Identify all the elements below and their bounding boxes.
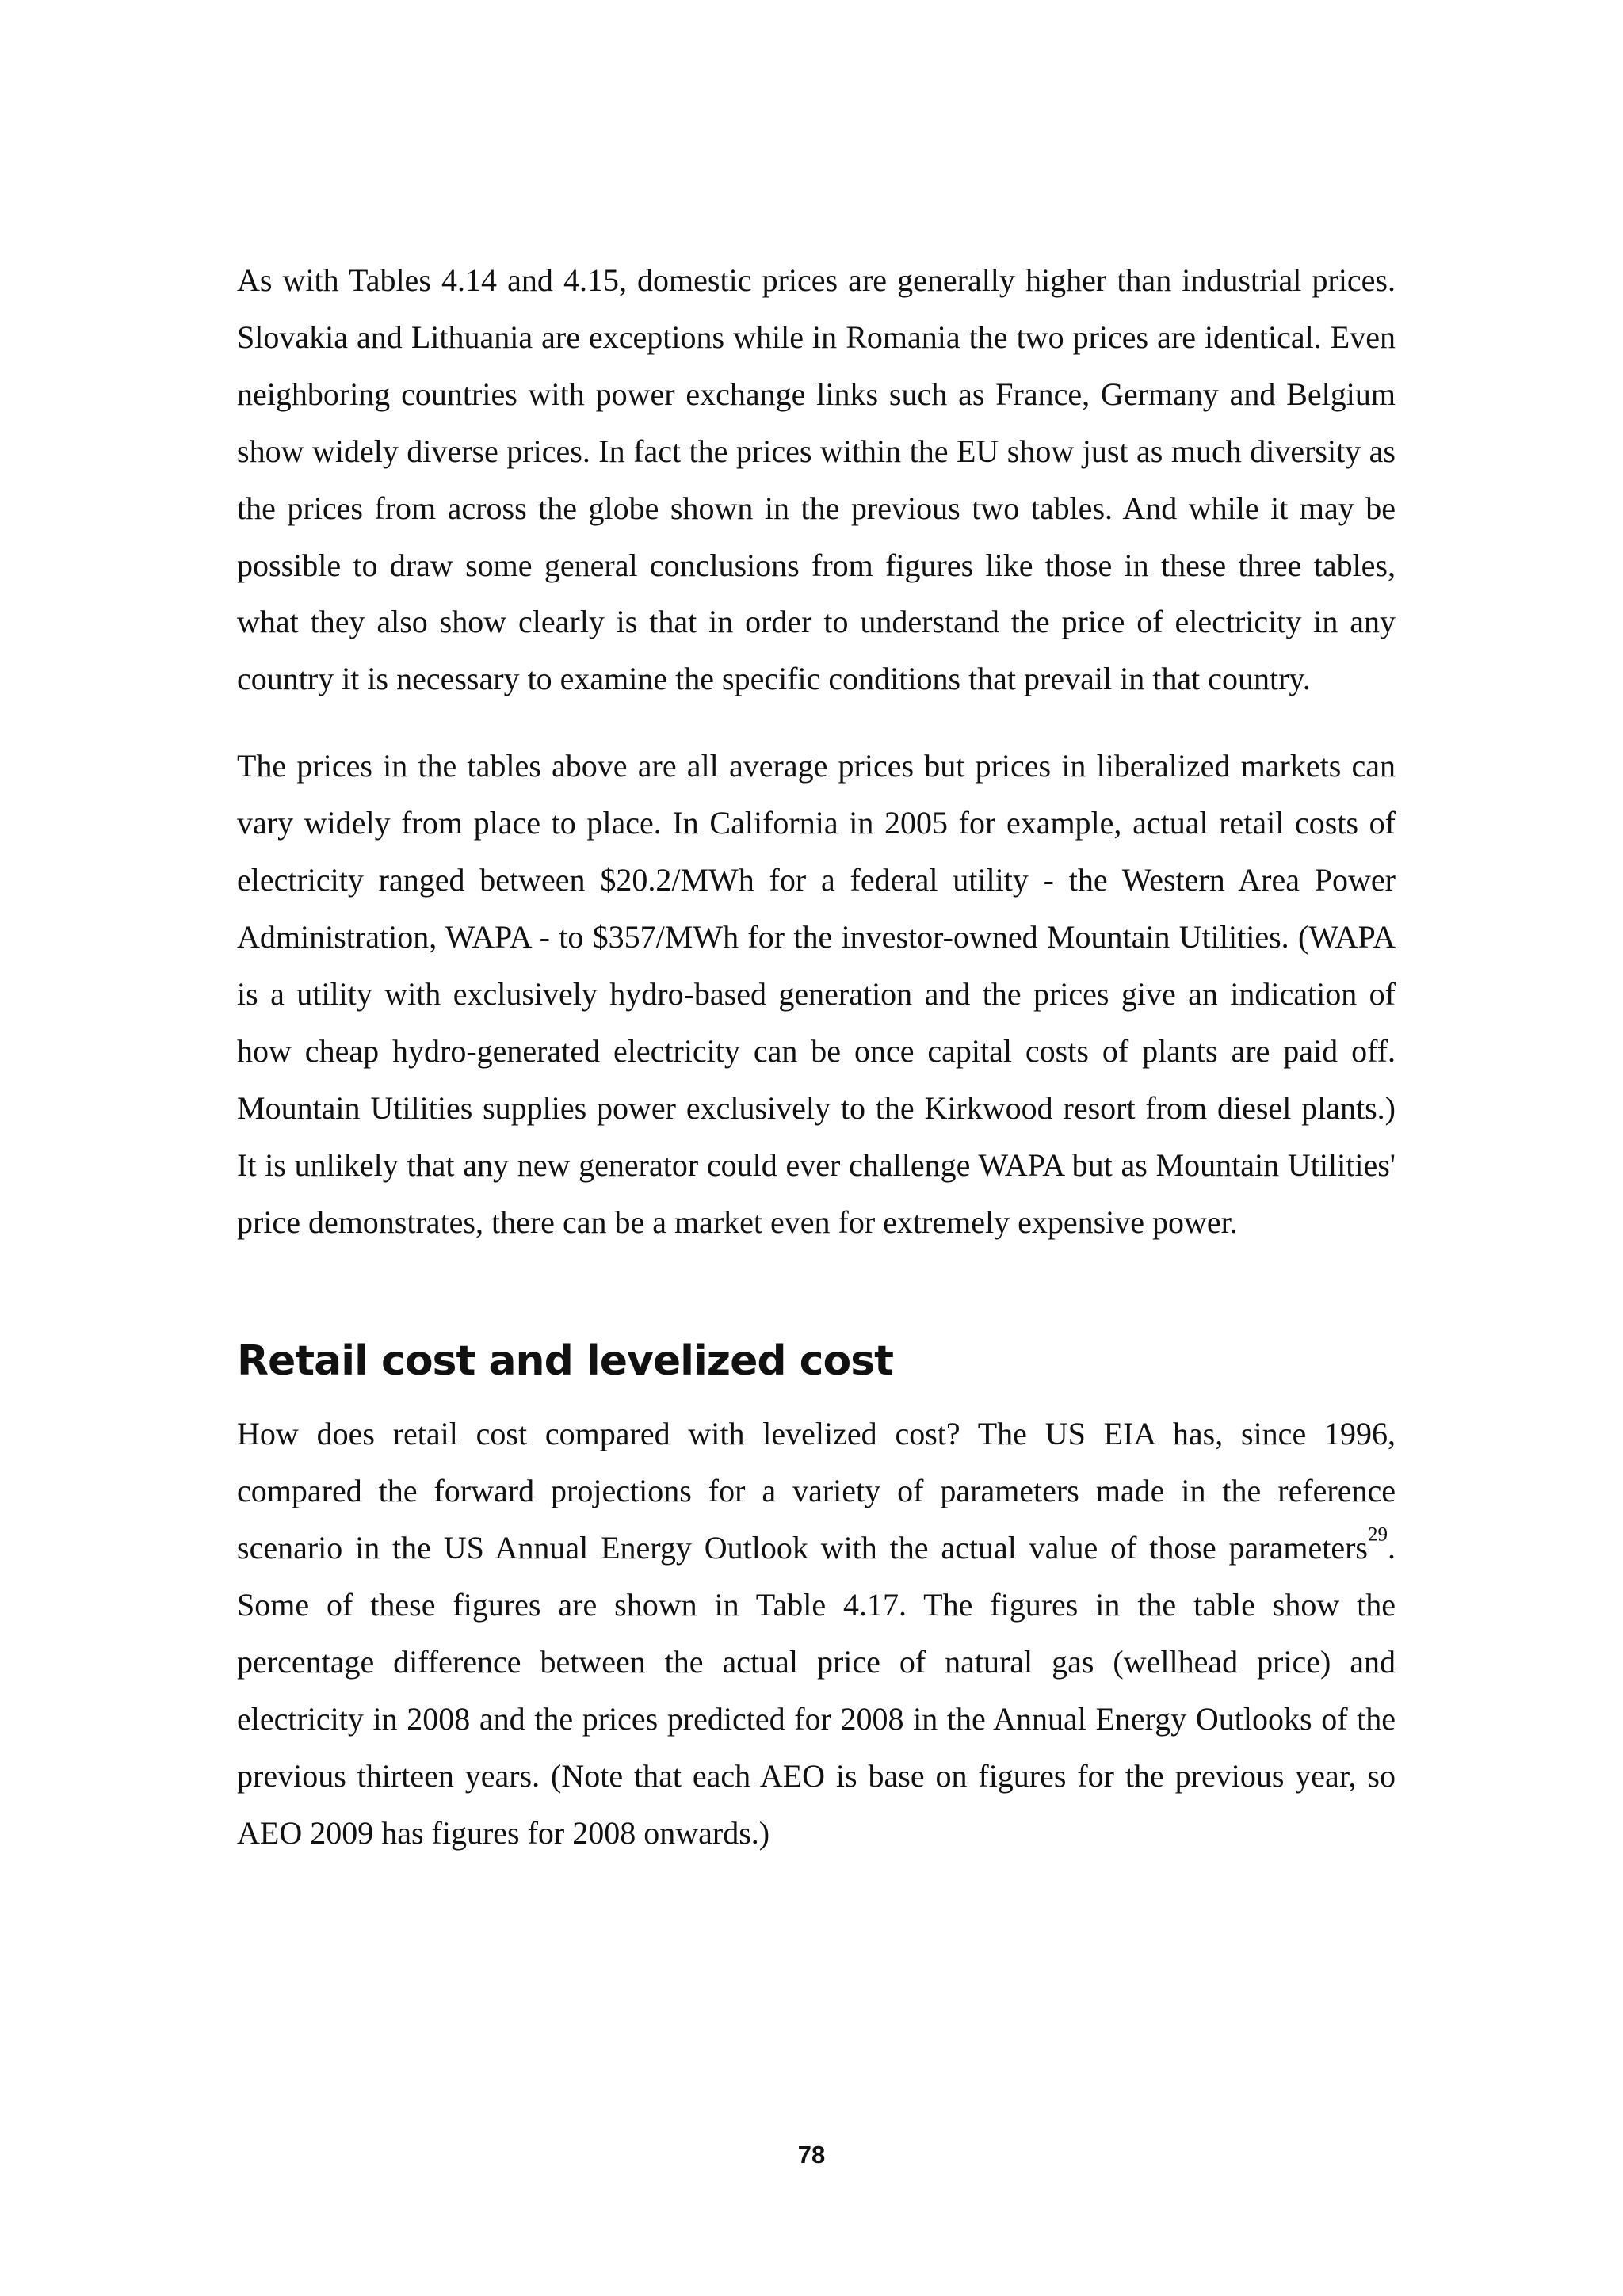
- footnote-reference[interactable]: 29: [1368, 1524, 1388, 1546]
- paragraph-text-after-ref: . Some of these figures are shown in Table 4.17. The figures in the table show the percentage difference between the actual price of natural gas (wellhead price) and electricity in 2008 and the prices predicted for 2008 in the Annual Energy Outlooks of the previous thirteen years. (Note that each AEO is base on figures for the previous year, so AEO 2009 has figures for 2008 onwards.): [237, 1530, 1396, 1851]
- page-number: 78: [797, 2141, 826, 2168]
- page-content: [237, 252, 1396, 1862]
- paragraph-text-before-ref: How does retail cost compared with levelized cost? The US EIA has, since 1996, compared the forward projections for a variety of parameters made in the reference scenario in the US Annual Energy Outlook with the actual value of those parameters: [237, 1416, 1396, 1566]
- paragraph-retail-vs-levelized: [237, 1405, 1396, 1861]
- section-heading: Retail cost and levelized cost: [237, 1337, 894, 1386]
- paragraph-california-prices: The prices in the tables above are all average prices but prices in liberalized markets can vary widely from place to place. In California in 2005 for example, actual retail costs of electricity ranged between $20.2/MWh for a federal utility - the Western Area Power Administration, WAPA - to $357/MWh for the investor-owned Mountain Utilities. (WAPA is a utility with exclusively hydro-based generation and the prices give an indication of how cheap hydro-generated electricity can be once capital costs of plants are paid off. Mountain Utilities supplies power exclusively to the Kirkwood resort from diesel plants.) It is unlikely that any new generator could ever challenge WAPA but as Mountain Utilities' price demonstrates, there can be a market even for extremely expensive power.: [237, 748, 1396, 1240]
- paragraph-price-comparison: As with Tables 4.14 and 4.15, domestic prices are generally higher than industrial prices. Slovakia and Lithuania are exceptions while in Romania the two prices are identical. Even neighboring countries with power exchange links such as France, Germany and Belgium show widely diverse prices. In fact the prices within the EU show just as much diversity as the prices from across the globe shown in the previous two tables. And while it may be possible to draw some general conclusions from figures like those in these three tables, what they also show clearly is that in order to understand the price of electricity in any country it is necessary to examine the specific conditions that prevail in that country.: [237, 262, 1396, 697]
